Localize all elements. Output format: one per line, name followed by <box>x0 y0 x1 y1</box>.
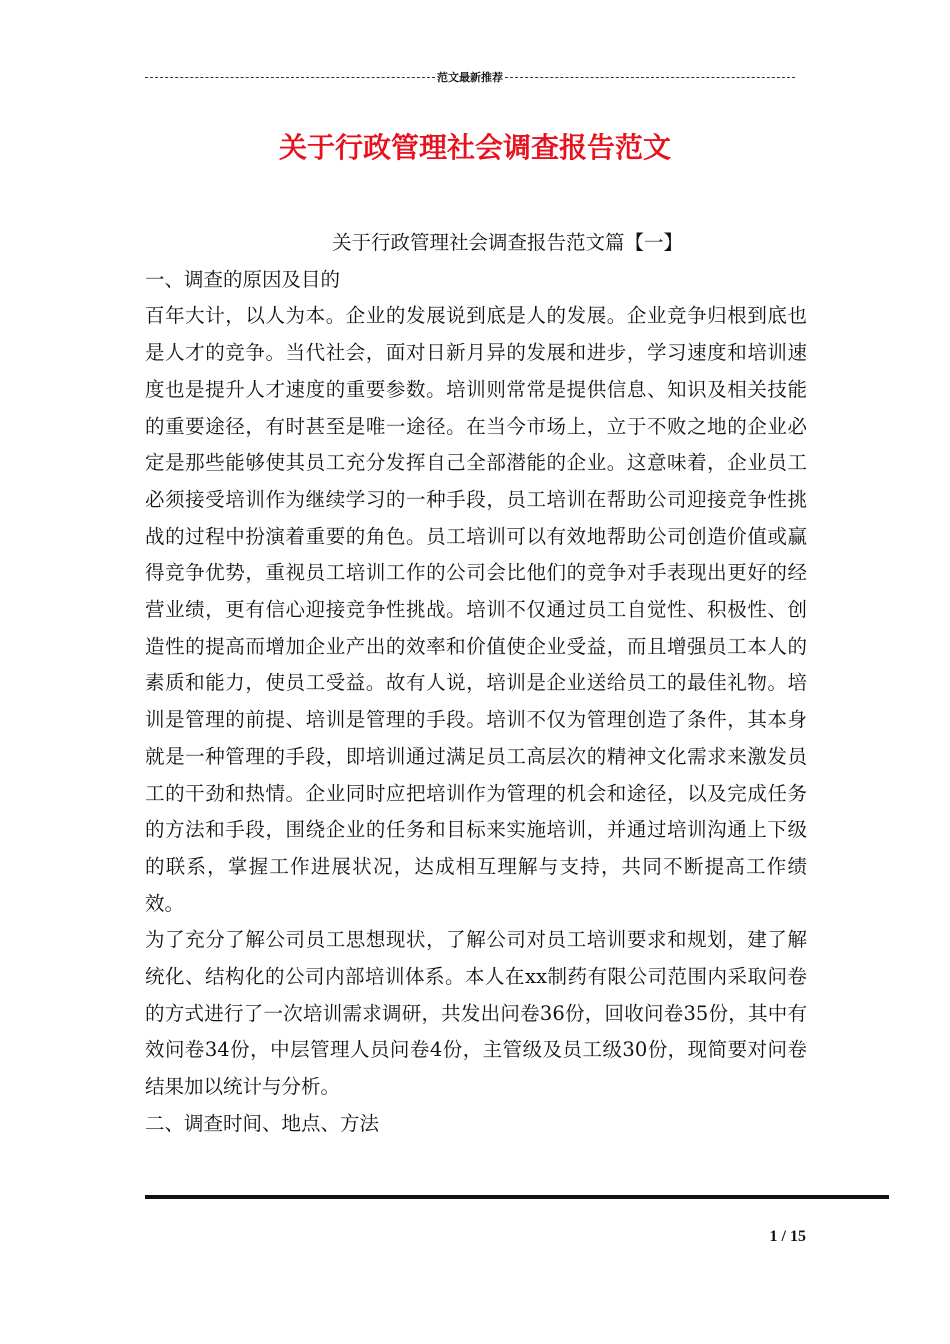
header-dash-right <box>505 77 795 78</box>
footer-rule <box>145 1195 889 1199</box>
paragraph-1: 百年大计，以人为本。企业的发展说到底是人的发展。企业竞争归根到底也是人才的竞争。当代社会，面对日新月异的发展和进步，学习速度和培训速度也是提升人才速度的重要参数。培训则常常是提供信息、知识及相关技能的重要途径，有时甚至是唯一途径。在当今市场上，立于不败之地的企业必定是那些能够使其员工充分发挥自己全部潜能的企业。这意味着，企业员工必须接受培训作为继续学习的一种手段，员工培训在帮助公司迎接竞争性挑战的过程中扮演着重要的角色。员工培训可以有效地帮助公司创造价值或赢得竞争优势，重视员工培训工作的公司会比他们的竞争对手表现出更好的经营业绩，更有信心迎接竞争性挑战。培训不仅通过员工自觉性、积极性、创造性的提高而增加企业产出的效率和价值使企业受益，而且增强员工本人的素质和能力，使员工受益。故有人说，培训是企业送给员工的最佳礼物。培训是管理的前提、培训是管理的手段。培训不仅为管理创造了条件，其本身就是一种管理的手段，即培训通过满足员工高层次的精神文化需求来激发员工的干劲和热情。企业同时应把培训作为管理的机会和途径，以及完成任务的方法和手段，围绕企业的任务和目标来实施培训，并通过培训沟通上下级的联系，掌握工作进展状况，达成相互理解与支持，共同不断提高工作绩效。 <box>145 304 807 915</box>
section-heading-2: 二、调查时间、地点、方法 <box>145 1111 380 1135</box>
document-title: 关于行政管理社会调查报告范文 <box>278 131 671 164</box>
header-label: 范文最新推荐 <box>437 71 503 84</box>
paragraph-2: 为了充分了解公司员工思想现状，了解公司对员工培训要求和规划，建了解统化、结构化的公司内部培训体系。本人在xx制药有限公司范围内采取问卷的方式进行了一次培训需求调研，共发出问卷36份，回收问卷35份，其中有效问卷34份，中层管理人员问卷4份，主管级及员工级30份，现简要对问卷结果加以统计与分析。 <box>145 928 807 1099</box>
page-header <box>145 68 795 86</box>
page-number: 1 / 15 <box>769 1228 806 1245</box>
header-dash-left <box>145 77 435 78</box>
document-subtitle: 关于行政管理社会调查报告范文篇【一】 <box>332 231 684 254</box>
document-body <box>145 225 807 1143</box>
section-heading-1: 一、调查的原因及目的 <box>145 267 341 291</box>
